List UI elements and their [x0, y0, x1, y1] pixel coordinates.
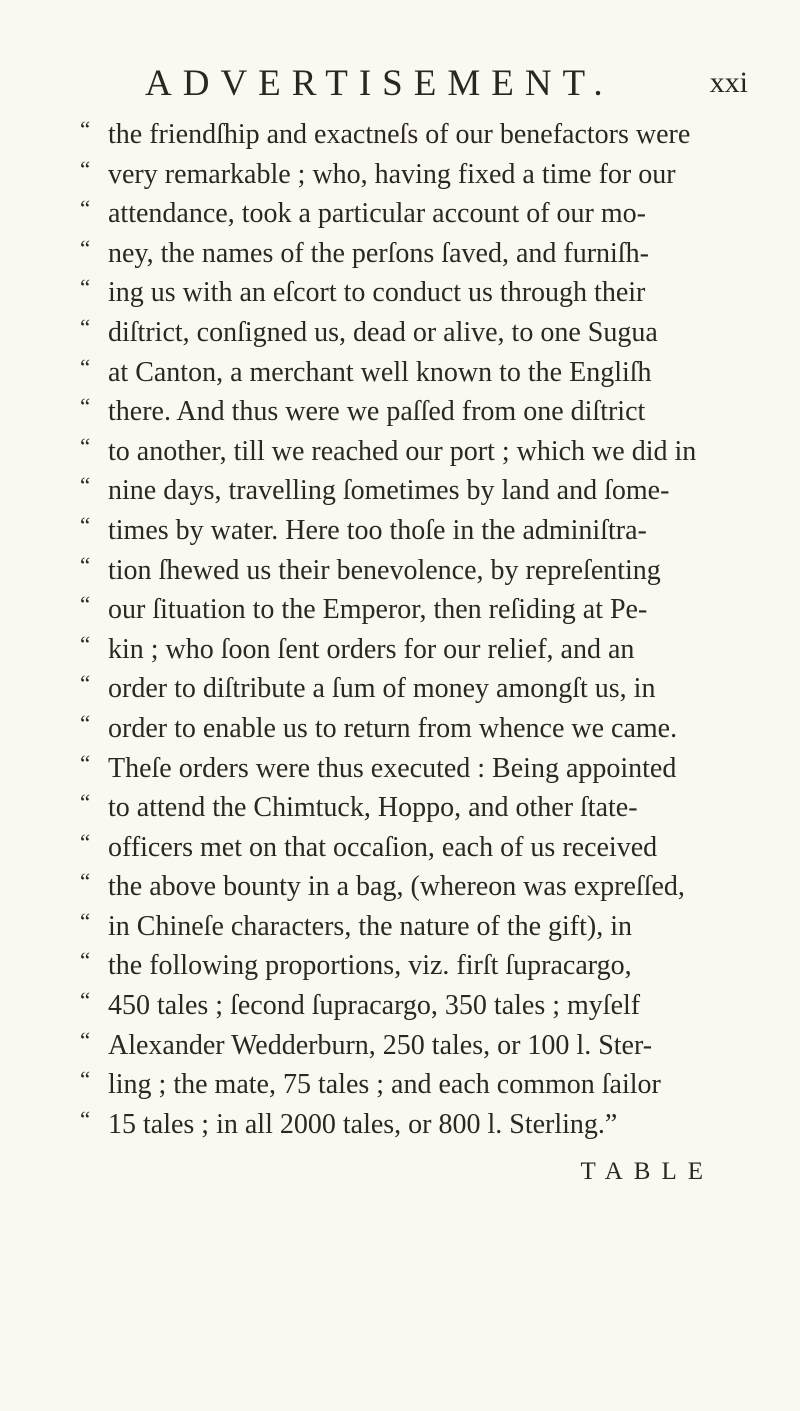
- text-line: [82, 313, 772, 353]
- text-line: [82, 194, 772, 234]
- text-line: [82, 630, 772, 670]
- quotation-mark: “: [80, 829, 91, 855]
- line-text: order to enable us to return from whence we came.: [108, 712, 678, 744]
- quotation-mark: “: [80, 354, 91, 380]
- text-line: [82, 155, 772, 195]
- line-text: diſtrict, conſigned us, dead or alive, to one Sugua: [108, 316, 658, 348]
- quotation-mark: “: [80, 156, 91, 182]
- line-text: ney, the names of the perſons ſaved, and furniſh-: [108, 237, 649, 269]
- quotation-mark: “: [80, 433, 91, 459]
- line-text: officers met on that occaſion, each of us received: [108, 831, 658, 863]
- quotation-mark: “: [80, 631, 91, 657]
- quotation-mark: “: [80, 314, 91, 340]
- line-text: order to diſtribute a ſum of money amongſt us, in: [108, 673, 656, 705]
- line-text: ing us with an eſcort to conduct us through their: [108, 277, 646, 309]
- quotation-mark: “: [80, 671, 91, 697]
- line-text: to attend the Chimtuck, Hoppo, and other ſtate-: [108, 792, 638, 824]
- text-line: [82, 511, 772, 551]
- quotation-mark: “: [80, 1067, 91, 1093]
- text-line: [82, 392, 772, 432]
- quotation-mark: “: [80, 394, 91, 420]
- text-line: [82, 432, 772, 472]
- text-line: [82, 946, 772, 986]
- quotation-mark: “: [80, 552, 91, 578]
- line-text: there. And thus were we paſſed from one diſtrict: [108, 396, 646, 428]
- line-text: 450 tales ; ſecond ſupracargo, 350 tales ; myſelf: [108, 990, 641, 1022]
- text-line: [82, 353, 772, 393]
- text-line: [82, 907, 772, 947]
- line-text: Alexander Wedderburn, 250 tales, or 100 l. Ster-: [108, 1029, 653, 1061]
- line-text: to another, till we reached our port ; which we did in: [108, 435, 697, 467]
- quotation-mark: “: [80, 235, 91, 261]
- line-text: Theſe orders were thus executed : Being appointed: [108, 752, 677, 784]
- line-text: 15 tales ; in all 2000 tales, or 800 l. Sterling.”: [108, 1108, 618, 1140]
- quotation-mark: “: [80, 750, 91, 776]
- quotation-mark: “: [80, 473, 91, 499]
- line-text: kin ; who ſoon ſent orders for our relief, and an: [108, 633, 635, 665]
- quotation-mark: “: [80, 1027, 91, 1053]
- text-line: [82, 590, 772, 630]
- quotation-mark: “: [80, 592, 91, 618]
- quotation-mark: “: [80, 948, 91, 974]
- quotation-mark: “: [80, 869, 91, 895]
- quotation-mark: “: [80, 790, 91, 816]
- running-head: ADVERTISEMENT.: [145, 63, 614, 104]
- text-line: [82, 115, 772, 155]
- page-number: xxi: [709, 66, 748, 99]
- line-text: the following proportions, viz. firſt ſupracargo,: [108, 950, 632, 982]
- text-line: [82, 1026, 772, 1066]
- quotation-mark: “: [80, 988, 91, 1014]
- line-text: nine days, travelling ſometimes by land and ſome-: [108, 475, 670, 507]
- line-text: attendance, took a particular account of our mo-: [108, 198, 646, 230]
- quotation-mark: “: [80, 117, 91, 142]
- line-text: our ſituation to the Emperor, then reſiding at Pe-: [108, 594, 648, 626]
- quotation-mark: “: [80, 275, 91, 301]
- body-text: [82, 115, 772, 1144]
- text-line: [82, 986, 772, 1026]
- text-line: [82, 788, 772, 828]
- quotation-mark: “: [80, 1106, 91, 1132]
- text-line: [82, 471, 772, 511]
- quotation-mark: “: [80, 908, 91, 934]
- line-text: ling ; the mate, 75 tales ; and each common ſailor: [108, 1069, 661, 1101]
- text-line: [82, 1065, 772, 1105]
- text-line: [82, 273, 772, 313]
- line-text: the friendſhip and exactneſs of our benefactors were: [108, 119, 691, 150]
- line-text: very remarkable ; who, having fixed a time for our: [108, 158, 676, 190]
- text-line: [82, 234, 772, 274]
- text-line: [82, 1105, 772, 1145]
- text-line: [82, 828, 772, 868]
- text-line: [82, 749, 772, 789]
- line-text: in Chineſe characters, the nature of the gift), in: [108, 910, 633, 942]
- quotation-mark: “: [80, 710, 91, 736]
- line-text: at Canton, a merchant well known to the Engliſh: [108, 356, 652, 388]
- text-line: [82, 709, 772, 749]
- catchword: TABLE: [580, 1158, 714, 1185]
- line-text: tion ſhewed us their benevolence, by repreſenting: [108, 554, 661, 586]
- text-line: [82, 669, 772, 709]
- line-text: times by water. Here too thoſe in the adminiſtra-: [108, 514, 647, 546]
- line-text: the above bounty in a bag, (whereon was expreſſed,: [108, 871, 685, 903]
- quotation-mark: “: [80, 512, 91, 538]
- text-line: [82, 867, 772, 907]
- quotation-mark: “: [80, 196, 91, 222]
- text-line: [82, 551, 772, 591]
